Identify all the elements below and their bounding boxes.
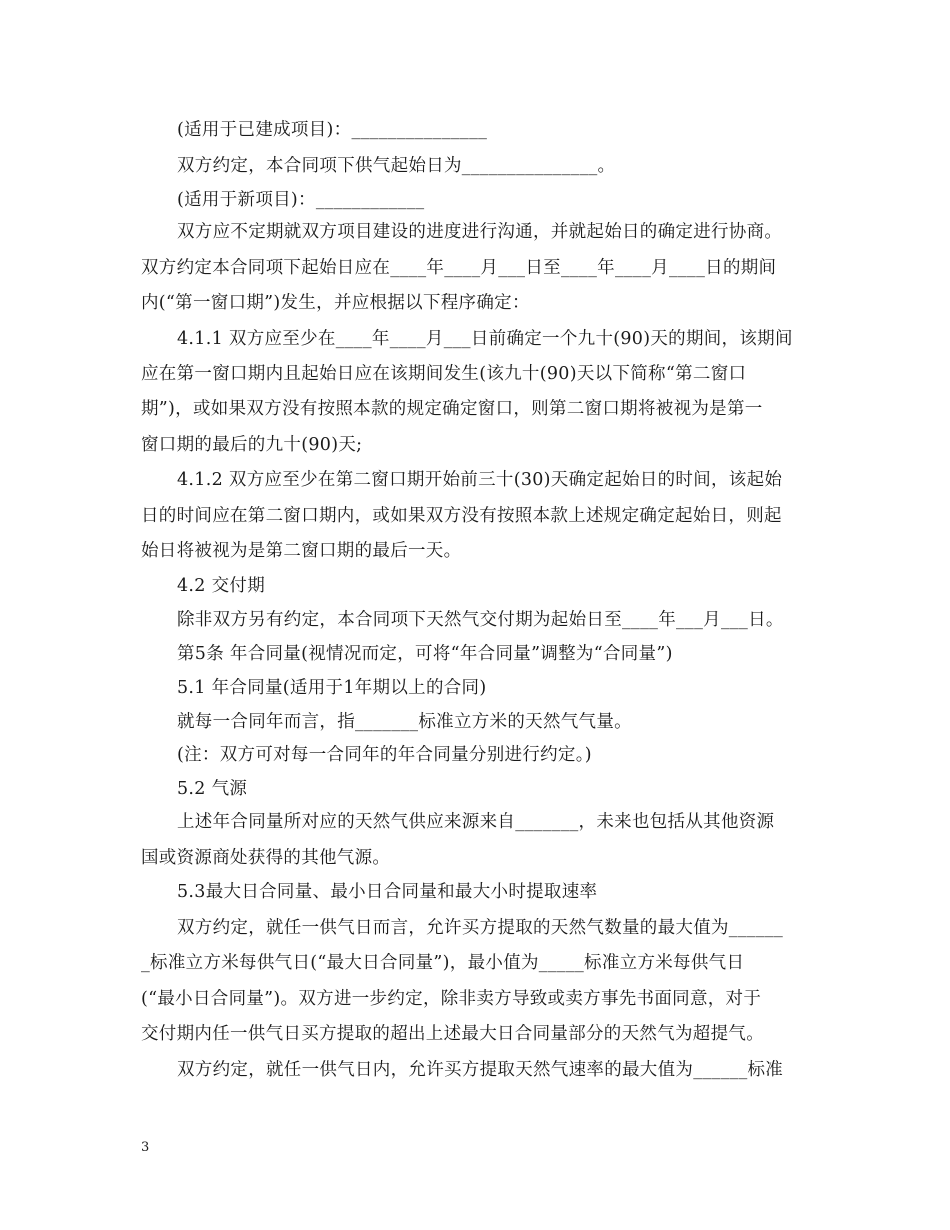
text-line: (适用于已建成项目)：_______________ [177,120,488,140]
text-line: 始日将被视为是第二窗口期的最后一天。 [141,541,462,561]
text-line: 国或资源商处获得的其他气源。 [141,848,391,868]
text-line: _标准立方米每供气日(“最大日合同量”)，最小值为_____标准立方米每供气日 [141,953,745,973]
text-line: 除非双方另有约定，本合同项下天然气交付期为起始日至____年___月___日。 [177,610,784,630]
text-line: 第5条 年合同量(视情况而定，可将“年合同量”调整为“合同量”) [177,644,673,664]
text-line: (适用于新项目)：____________ [177,190,425,210]
page-number: 3 [141,1140,150,1155]
text-line: 4.1.1 双方应至少在____年____月___日前确定一个九十(90)天的期间，该期间 [177,329,793,349]
text-line: 4.2 交付期 [177,576,265,596]
text-line: 双方约定本合同项下起始日应在____年____月___日至____年____月____日的期间 [141,258,777,278]
text-line: 双方应不定期就双方项目建设的进度进行沟通，并就起始日的确定进行协商。 [177,222,783,242]
text-line: 期”)，或如果双方没有按照本款的规定确定窗口，则第二窗口期将被视为是第一 [141,399,763,419]
text-line: 内(“第一窗口期”)发生，并应根据以下程序确定： [141,293,530,313]
text-line: 窗口期的最后的九十(90)天; [141,435,363,455]
text-line: 5.3最大日合同量、最小日合同量和最大小时提取速率 [177,882,598,902]
text-line: (注：双方可对每一合同年的年合同量分别进行约定。) [177,745,592,765]
text-line: 4.1.2 双方应至少在第二窗口期开始前三十(30)天确定起始日的时间，该起始 [177,470,783,490]
text-line: 交付期内任一供气日买方提取的超出上述最大日合同量部分的天然气为超提气。 [141,1024,764,1044]
text-line: 双方约定，就任一供气日内，允许买方提取天然气速率的最大值为______标准 [177,1060,784,1080]
text-line: 双方约定，就任一供气日而言，允许买方提取的天然气数量的最大值为______ [177,918,784,938]
text-line: 上述年合同量所对应的天然气供应来源来自_______，未来也包括从其他资源 [177,812,775,832]
text-line: 5.2 气源 [177,779,248,799]
text-line: 双方约定，本合同项下供气起始日为_______________。 [177,156,616,176]
text-line: (“最小日合同量”)。双方进一步约定，除非卖方导致或卖方事先书面同意，对于 [141,989,762,1009]
text-line: 5.1 年合同量(适用于1年期以上的合同) [177,678,487,698]
text-line: 应在第一窗口期内且起始日应在该期间发生(该九十(90)天以下简称“第二窗口 [141,364,747,384]
text-line: 就每一合同年而言，指_______标准立方米的天然气气量。 [177,712,632,732]
text-line: 日的时间应在第二窗口期内，或如果双方没有按照本款上述规定确定起始日，则起 [141,506,782,526]
